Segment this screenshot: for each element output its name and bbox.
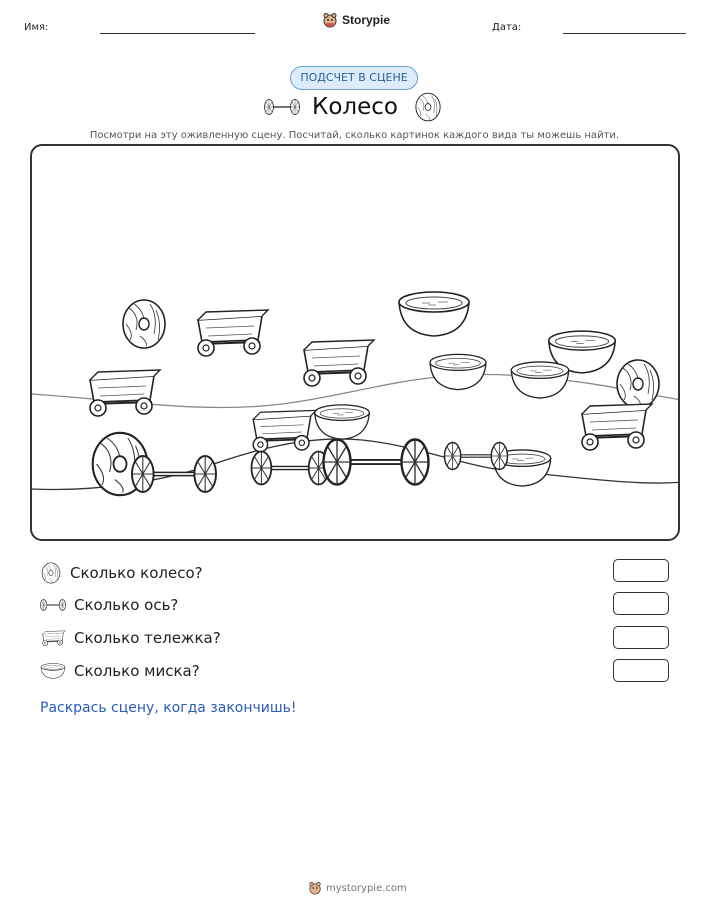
scene-axle <box>252 452 329 485</box>
answer-box-cart[interactable] <box>613 626 669 649</box>
question-row-axle <box>40 595 178 615</box>
scene-axle <box>132 456 216 492</box>
axle-icon <box>264 96 300 118</box>
question-row-cart <box>40 628 221 648</box>
scene-cart <box>304 340 374 386</box>
question-row-bowl <box>40 661 200 681</box>
date-line[interactable] <box>563 33 686 34</box>
question-text: Сколько тележка? <box>74 629 221 647</box>
scene-illustration <box>32 146 680 541</box>
counting-scene <box>30 144 680 541</box>
instructions: Посмотри на эту оживленную сцену. Посчитай, сколько картинок каждого вида ты можешь найти. <box>89 130 620 141</box>
scene-bowl <box>399 292 469 336</box>
question-text: Сколько ось? <box>74 596 179 614</box>
scene-wheel <box>617 360 659 408</box>
scene-cart <box>198 310 268 356</box>
storypie-mascot-icon <box>308 881 322 895</box>
footer-url[interactable]: mystorypie.com <box>326 882 407 894</box>
bowl-icon <box>40 661 66 681</box>
answer-box-wheel[interactable] <box>613 559 669 582</box>
scene-axle <box>324 440 429 485</box>
scene-cart <box>253 410 316 451</box>
page-title: Колесо <box>312 94 398 120</box>
color-instruction: Раскрась сцену, когда закончишь! <box>40 700 297 716</box>
question-text: Сколько миска? <box>74 662 200 680</box>
question-text: Сколько колесо? <box>70 564 203 582</box>
scene-bowl <box>511 362 568 398</box>
scene-bowl <box>430 354 486 389</box>
scene-bowl <box>315 405 370 439</box>
brand-logo <box>322 12 390 28</box>
answer-box-bowl[interactable] <box>613 659 669 682</box>
scene-wheel <box>123 300 165 348</box>
name-label: Имя: <box>24 22 49 33</box>
question-row-wheel <box>40 562 203 584</box>
scene-cart <box>90 370 160 416</box>
activity-badge: ПОДСЧЕТ В СЦЕНЕ <box>290 66 418 90</box>
cart-icon <box>40 628 66 648</box>
axle-icon <box>40 595 66 615</box>
name-line[interactable] <box>100 33 255 34</box>
storypie-mascot-icon <box>322 12 338 28</box>
wheel-icon <box>414 92 442 122</box>
answer-box-axle[interactable] <box>613 592 669 615</box>
date-label: Дата: <box>492 22 522 33</box>
brand-name: Storypie <box>342 13 391 27</box>
scene-cart <box>582 404 652 450</box>
wheel-icon <box>40 562 62 584</box>
footer <box>308 881 407 895</box>
